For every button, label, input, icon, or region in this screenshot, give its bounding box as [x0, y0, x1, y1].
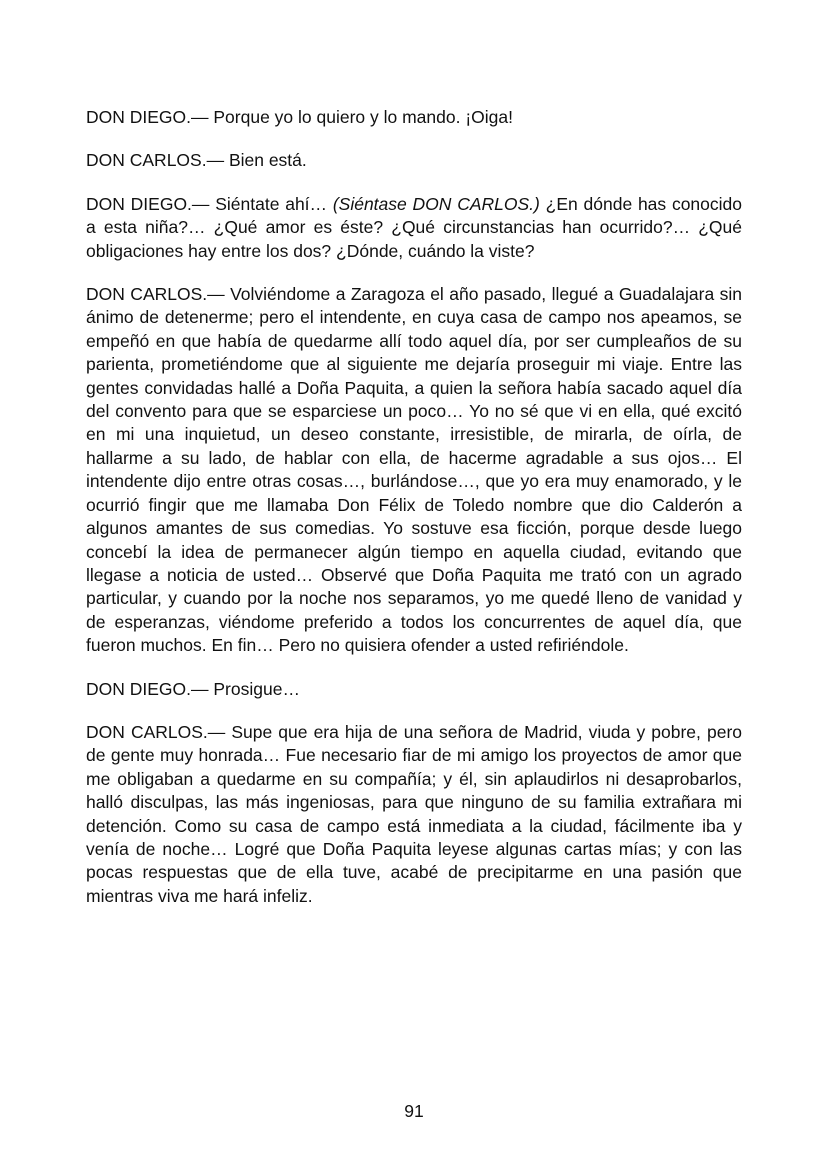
dialogue-text: Supe que era hija de una señora de Madrid, viuda y pobre, pero de gente muy honrada… Fue necesario fiar de mi amigo los proyectos de amor que me obligaban a quedarme en su compañía; y él, sin aplaudirlos ni desaprobarlos, halló disculpas, las más ingeniosas, para que ninguno de su familia extrañara mi detención. Como su casa de campo está inmediata a la ciudad, fácilmente iba y venía de noche… Logré que Doña Paquita leyese algunas cartas mías; y con las pocas respuestas que de ella tuve, acabé de precipitarme en una pasión que mientras viva me hará infeliz.	[86, 721, 742, 906]
stage-direction: (Siéntase DON CARLOS.)	[332, 193, 540, 214]
dialogue-paragraph	[86, 678, 742, 701]
dialogue-paragraph	[86, 283, 742, 658]
speaker-name: DON DIEGO.—	[86, 678, 209, 699]
dialogue-paragraph	[86, 721, 742, 908]
speaker-name: DON CARLOS.—	[86, 721, 226, 742]
document-page	[86, 106, 742, 928]
speaker-name: DON CARLOS.—	[86, 284, 225, 305]
dialogue-paragraph	[86, 106, 742, 129]
dialogue-paragraph	[86, 193, 742, 263]
dialogue-paragraph	[86, 149, 742, 172]
dialogue-text: ¿En dónde has conocido a esta niña?… ¿Qué amor es éste? ¿Qué circunstancias han ocurrido?… ¿Qué obligaciones hay entre los dos? ¿Dónde, cuándo la viste?	[86, 193, 742, 261]
speaker-name: DON DIEGO.—	[86, 107, 209, 127]
speaker-name: DON CARLOS.—	[86, 150, 225, 171]
dialogue-text: Siéntate ahí…	[209, 193, 333, 214]
speaker-name: DON DIEGO.—	[86, 193, 210, 214]
dialogue-text: Volviéndome a Zaragoza el año pasado, llegué a Guadalajara sin ánimo de detenerme; pero el intendente, en cuya casa de campo nos apeamos, se empeñó en que había de quedarme allí todo aquel día, por ser cumpleaños de su parienta, prometiéndome que al siguiente me dejaría proseguir mi viaje. Entre las gentes convidadas hallé a Doña Paquita, a quien la señora había sacado aquel día del convento para que se esparciese un poco… Yo no sé que vi en ella, qué excitó en mi una inquietud, un deseo constante, irresistible, de mirarla, de oírla, de hallarme a su lado, de hablar con ella, de hacerme agradable a sus ojos… El intendente dijo entre otras cosas…, burlándose…, que yo era muy enamorado, y le ocurrió fingir que me llamaba Don Félix de Toledo nombre que dio Calderón a algunos amantes de sus comedias. Yo sostuve esa ficción, porque desde luego concebí la idea de permanecer algún tiempo en aquella ciudad, evitando que llegase a noticia de usted… Observé que Doña Paquita me trató con un agrado particular, y cuando por la noche nos separamos, yo me quedé lleno de vanidad y de esperanzas, viéndome preferido a todos los concurrentes de aquel día, que fueron muchos. En fin… Pero no quisiera ofender a usted refiriéndole.	[86, 284, 742, 656]
dialogue-text: Porque yo lo quiero y lo mando. ¡Oiga!	[208, 107, 513, 127]
page-number: 91	[404, 1101, 424, 1121]
dialogue-text: Bien está.	[224, 150, 307, 171]
dialogue-text: Prosigue…	[208, 678, 300, 699]
